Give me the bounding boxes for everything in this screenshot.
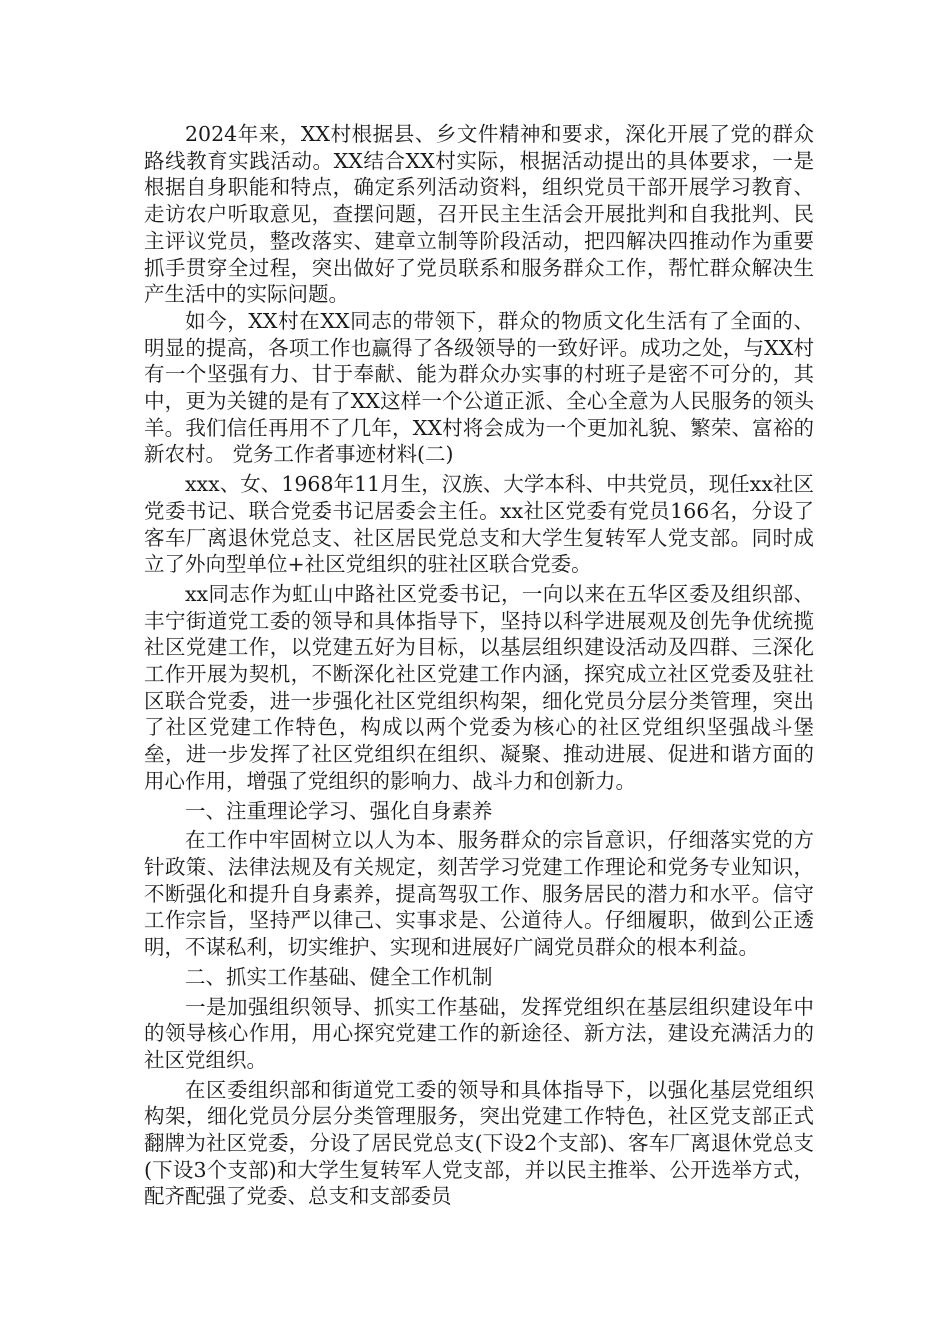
paragraph-profile: xxx、女、1968年11月生，汉族、大学本科、中共党员，现任xx社区党委书记、联合党委书记居委会主任。xx社区党委有党员166名，分设了客车厂离退休党总支、社区居民党总支和大学生复转军人党支部。同时成立了外向型单位+社区党组织的驻社区联合党委。	[144, 472, 814, 577]
paragraph-village-achievements: 如今，XX村在XX同志的带领下，群众的物质文化生活有了全面的、明显的提高，各项工作也赢得了各级领导的一致好评。成功之处，与XX村有一个坚强有力、甘于奉献、能为群众办实事的村班子是密不可分的，其中，更为关键的是有了XX这样一个公道正派、全心全意为人民服务的领头羊。我们信任再用不了几年，XX村将会成为一个更加礼貌、繁荣、富裕的新农村。 党务工作者事迹材料(二)	[144, 308, 814, 467]
section-heading-foundation: 二、抓实工作基础、健全工作机制	[185, 964, 493, 989]
paragraph-theory-study: 在工作中牢固树立以人为本、服务群众的宗旨意识，仔细落实党的方针政策、法律法规及有关规定，刻苦学习党建工作理论和党务专业知识，不断强化和提升自身素养，提高驾驭工作、服务居民的潜力和水平。信守工作宗旨，坚持严以律己、实事求是、公道待人。仔细履职，做到公正透明，不谋私利，切实维护、实现和进展好广阔党员群众的根本利益。	[144, 828, 814, 960]
paragraph-village-education: 2024年来，XX村根据县、乡文件精神和要求，深化开展了党的群众路线教育实践活动。XX结合XX村实际，根据活动提出的具体要求，一是根据自身职能和特点，确定系列活动资料，组织党员干部开展学习教育、走访农户听取意见，查摆问题，召开民主生活会开展批判和自我批判、民主评议党员，整改落实、建章立制等阶段活动，把四解决四推动作为重要抓手贯穿全过程，突出做好了党员联系和服务群众工作，帮忙群众解决生产生活中的实际问题。	[144, 122, 814, 307]
paragraph-party-building: xx同志作为虹山中路社区党委书记，一向以来在五华区委及组织部、丰宁街道党工委的领导和具体指导下，坚持以科学进展观及创先争优统揽社区党建工作，以党建五好为目标，以基层组织建设活动及四群、三深化工作开展为契机，不断深化社区党建工作内涵，探究成立社区党委及驻社区联合党委，进一步强化社区党组织构架，细化党员分层分类管理，突出了社区党建工作特色，构成以两个党委为核心的社区党组织坚强战斗堡垒，进一步发挥了社区党组织在组织、凝聚、推动进展、促进和谐方面的用心作用，增强了党组织的影响力、战斗力和创新力。	[144, 581, 814, 793]
paragraph-organization: 一是加强组织领导、抓实工作基础，发挥党组织在基层组织建设年中的领导核心作用，用心探究党建工作的新途径、新方法，建设充满活力的社区党组织。	[144, 994, 814, 1072]
document-body	[144, 121, 814, 1210]
section-heading-theory: 一、注重理论学习、强化自身素养	[185, 798, 493, 823]
paragraph-structure: 在区委组织部和街道党工委的领导和具体指导下，以强化基层党组织构架，细化党员分层分类管理服务，突出党建工作特色，社区党支部正式翻牌为社区党委，分设了居民党总支(下设2个支部)、客车厂离退休党总支(下设3个支部)和大学生复转军人党支部，并以民主推举、公开选举方式，配齐配强了党委、总支和支部委员	[144, 1077, 814, 1209]
